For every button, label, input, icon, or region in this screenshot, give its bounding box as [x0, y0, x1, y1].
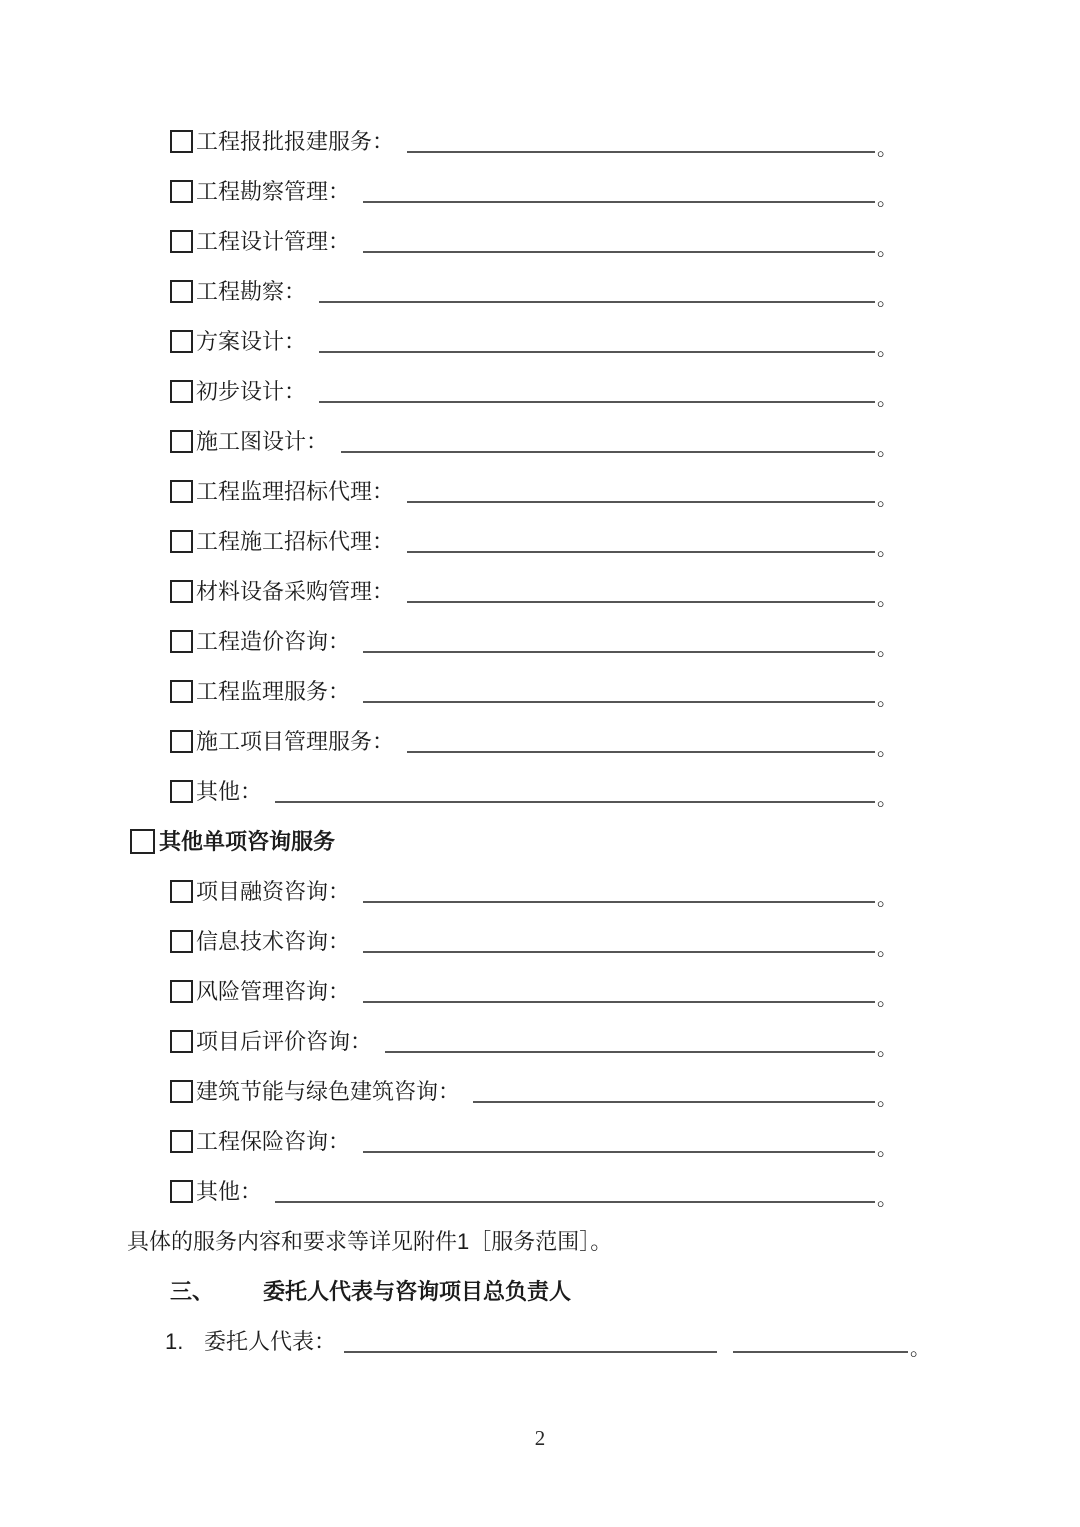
- period-mark: 。: [877, 988, 897, 1010]
- checkbox-row-supervision-service: [170, 667, 897, 717]
- fill-in-blank[interactable]: [385, 1051, 875, 1053]
- checkbox[interactable]: [170, 180, 193, 203]
- checkbox-row-scheme-design: [170, 317, 897, 367]
- checkbox[interactable]: [170, 330, 193, 353]
- section-three-heading: [170, 1267, 1080, 1317]
- checkbox-row-risk-management-consulting: [170, 967, 897, 1017]
- period-mark: 。: [877, 188, 897, 210]
- checkbox[interactable]: [170, 1030, 193, 1053]
- checkbox-row-insurance-consulting: [170, 1117, 897, 1167]
- period-mark: 。: [877, 438, 897, 460]
- fill-in-blank[interactable]: [319, 401, 875, 403]
- row-label: 其他：: [196, 779, 263, 804]
- checkbox[interactable]: [170, 1080, 193, 1103]
- row-label: 项目后评价咨询：: [196, 1029, 373, 1054]
- checkbox-row-engineering-survey: [170, 267, 897, 317]
- checkbox-row-it-consulting: [170, 917, 897, 967]
- checkbox[interactable]: [170, 580, 193, 603]
- period-mark: 。: [877, 1088, 897, 1110]
- period-mark: 。: [877, 1138, 897, 1160]
- client-representative-row: [165, 1317, 930, 1367]
- fill-in-blank[interactable]: [407, 601, 875, 603]
- fill-in-blank[interactable]: [363, 251, 875, 253]
- checkbox[interactable]: [170, 530, 193, 553]
- period-mark: 。: [910, 1338, 930, 1360]
- row-label: 其他：: [196, 1179, 263, 1204]
- row-label: 方案设计：: [196, 329, 307, 354]
- period-mark: 。: [877, 688, 897, 710]
- row-label: 建筑节能与绿色建筑咨询：: [196, 1079, 461, 1104]
- checkbox[interactable]: [170, 430, 193, 453]
- fill-in-blank[interactable]: [407, 551, 875, 553]
- fill-in-blank-extra[interactable]: [733, 1351, 908, 1353]
- checkbox[interactable]: [130, 829, 155, 854]
- fill-in-blank[interactable]: [363, 701, 875, 703]
- checkbox[interactable]: [170, 380, 193, 403]
- row-label: 工程勘察：: [196, 279, 307, 304]
- checkbox-row-construction-project-management: [170, 717, 897, 767]
- checkbox-row-cost-consulting: [170, 617, 897, 667]
- checkbox[interactable]: [170, 930, 193, 953]
- checkbox-row-project-financing-consulting: [170, 867, 897, 917]
- fill-in-blank[interactable]: [407, 751, 875, 753]
- checkbox[interactable]: [170, 880, 193, 903]
- checkbox[interactable]: [170, 280, 193, 303]
- page-number: 2: [534, 1426, 546, 1450]
- checkbox[interactable]: [170, 630, 193, 653]
- period-mark: 。: [877, 538, 897, 560]
- period-mark: 。: [877, 1188, 897, 1210]
- checkbox-row-other-b: [170, 1167, 897, 1217]
- checkbox[interactable]: [170, 130, 193, 153]
- form-content: [0, 117, 1080, 1367]
- period-mark: 。: [877, 488, 897, 510]
- row-label: 工程监理服务：: [196, 679, 351, 704]
- row-label: 工程保险咨询：: [196, 1129, 351, 1154]
- period-mark: 。: [877, 138, 897, 160]
- fill-in-blank[interactable]: [407, 501, 875, 503]
- fill-in-blank[interactable]: [363, 901, 875, 903]
- period-mark: 。: [877, 288, 897, 310]
- period-mark: 。: [877, 938, 897, 960]
- section-title: 其他单项咨询服务: [159, 829, 336, 854]
- checkbox[interactable]: [170, 1180, 193, 1203]
- row-label: 项目融资咨询：: [196, 879, 351, 904]
- checkbox-row-engineering-approval: [170, 117, 897, 167]
- checkbox[interactable]: [170, 780, 193, 803]
- row-label: 施工项目管理服务：: [196, 729, 395, 754]
- section-number: 三、: [170, 1279, 215, 1304]
- checkbox[interactable]: [170, 480, 193, 503]
- row-label: 委托人代表：: [204, 1329, 337, 1354]
- checkbox-row-post-evaluation-consulting: [170, 1017, 897, 1067]
- period-mark: 。: [877, 638, 897, 660]
- fill-in-blank[interactable]: [319, 301, 875, 303]
- checkbox-row-other-a: [170, 767, 897, 817]
- fill-in-blank-name[interactable]: [344, 1351, 717, 1353]
- row-label: 风险管理咨询：: [196, 979, 351, 1004]
- fill-in-blank[interactable]: [407, 151, 875, 153]
- period-mark: 。: [877, 738, 897, 760]
- checkbox[interactable]: [170, 730, 193, 753]
- checkbox-row-material-equipment-procurement: [170, 567, 897, 617]
- row-label: 施工图设计：: [196, 429, 329, 454]
- checkbox[interactable]: [170, 1130, 193, 1153]
- checkbox[interactable]: [170, 980, 193, 1003]
- fill-in-blank[interactable]: [473, 1101, 875, 1103]
- section-title: 委托人代表与咨询项目总负责人: [263, 1279, 572, 1304]
- period-mark: 。: [877, 888, 897, 910]
- period-mark: 。: [877, 388, 897, 410]
- checkbox-row-construction-drawing-design: [170, 417, 897, 467]
- fill-in-blank[interactable]: [275, 1201, 875, 1203]
- period-mark: 。: [877, 788, 897, 810]
- checkbox-row-design-management: [170, 217, 897, 267]
- checkbox[interactable]: [170, 230, 193, 253]
- row-label: 材料设备采购管理：: [196, 579, 395, 604]
- row-label: 工程监理招标代理：: [196, 479, 395, 504]
- note-text: 具体的服务内容和要求等详见附件1［服务范围］。: [127, 1229, 613, 1254]
- checkbox-row-survey-management: [170, 167, 897, 217]
- checkbox-row-construction-bidding-agency: [170, 517, 897, 567]
- fill-in-blank[interactable]: [363, 1001, 875, 1003]
- note-line: [127, 1217, 930, 1267]
- fill-in-blank[interactable]: [341, 451, 875, 453]
- row-label: 工程勘察管理：: [196, 179, 351, 204]
- period-mark: 。: [877, 238, 897, 260]
- fill-in-blank[interactable]: [363, 651, 875, 653]
- checkbox-row-green-building-consulting: [170, 1067, 897, 1117]
- row-label: 信息技术咨询：: [196, 929, 351, 954]
- row-label: 工程施工招标代理：: [196, 529, 395, 554]
- checkbox-row-preliminary-design: [170, 367, 897, 417]
- row-label: 工程报批报建服务：: [196, 129, 395, 154]
- fill-in-blank[interactable]: [363, 201, 875, 203]
- row-label: 初步设计：: [196, 379, 307, 404]
- period-mark: 。: [877, 588, 897, 610]
- checkbox-row-supervision-bidding-agency: [170, 467, 897, 517]
- period-mark: 。: [877, 338, 897, 360]
- period-mark: 。: [877, 1038, 897, 1060]
- fill-in-blank[interactable]: [363, 951, 875, 953]
- row-label: 工程设计管理：: [196, 229, 351, 254]
- section-other-single-consulting: [130, 817, 1080, 867]
- item-number: 1.: [165, 1329, 184, 1354]
- row-label: 工程造价咨询：: [196, 629, 351, 654]
- fill-in-blank[interactable]: [319, 351, 875, 353]
- fill-in-blank[interactable]: [275, 801, 875, 803]
- fill-in-blank[interactable]: [363, 1151, 875, 1153]
- checkbox[interactable]: [170, 680, 193, 703]
